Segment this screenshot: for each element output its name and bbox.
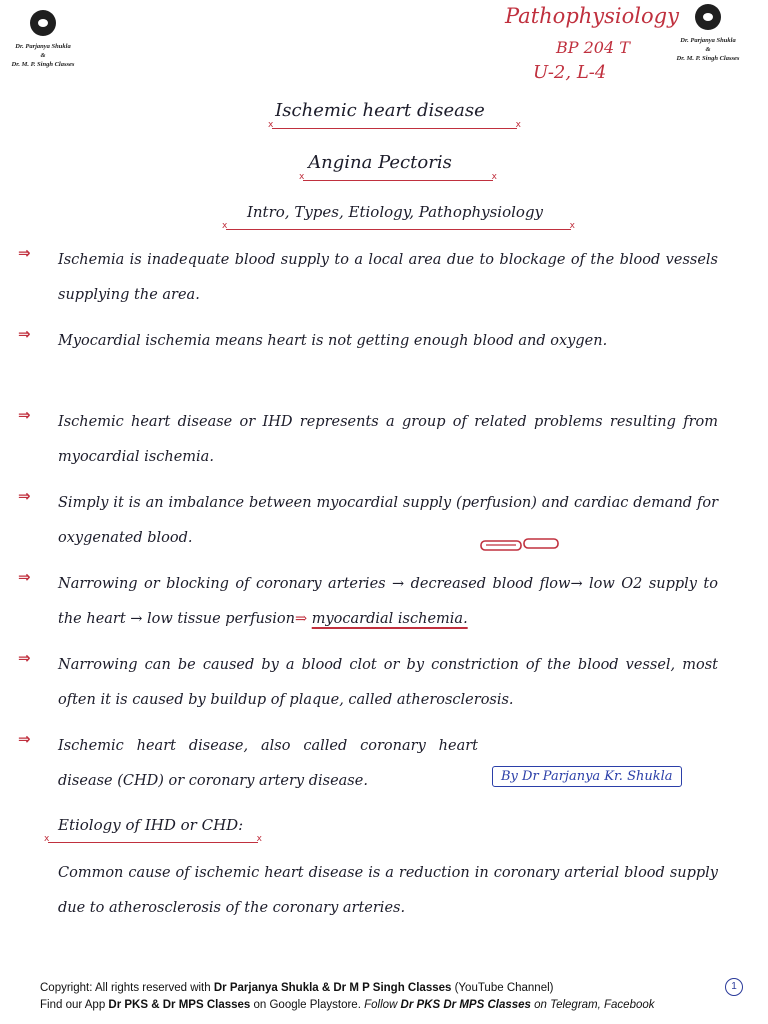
double-arrow-icon: ⇒ (18, 487, 31, 505)
page-subtitle: Angina Pectoris (308, 152, 452, 173)
copyright-footer (40, 980, 730, 1014)
section-paragraph: Common cause of ischemic heart disease is a reduction in coronary arterial blood supply due to atherosclerosis of the coronary arteries. (58, 865, 718, 916)
point-text: Ischemia is inadequate blood supply to a local area due to blockage of the blood vessels supplying the area. (58, 252, 718, 303)
point-text: Ischemic heart disease or IHD represents a group of related problems resulting from myocardial ischemia. (58, 414, 718, 465)
red-stamp-doodle-icon (480, 538, 562, 552)
subtitle-underline (303, 180, 493, 181)
brand-logo-left (2, 10, 84, 69)
list-item (18, 729, 718, 799)
unit-lecture: U-2, L-4 (533, 62, 607, 83)
logo-line3: Dr. M. P. Singh Classes (676, 55, 740, 62)
logo-line1: Dr. Parjanya Shukla (680, 37, 736, 44)
list-item (18, 324, 718, 359)
logo-line2: & (40, 52, 46, 59)
topics-line: Intro, Types, Etiology, Pathophysiology (246, 203, 544, 221)
footer-text-bold: Dr Parjanya Shukla & Dr M P Singh Classes (213, 982, 452, 994)
footer-text-italic: Follow (364, 999, 401, 1011)
double-arrow-icon: ⇒ (18, 325, 31, 343)
footer-text-bold-italic: Dr PKS Dr MPS Classes (400, 999, 531, 1011)
list-item (18, 405, 718, 475)
footer-text: Copyright: All rights reserved with (40, 982, 214, 994)
section-heading: Etiology of IHD or CHD: (58, 816, 244, 834)
logo-line3: Dr. M. P. Singh Classes (11, 61, 75, 68)
footer-text: on Google Playstore. (250, 999, 365, 1011)
highlight-text: myocardial ischemia. (311, 611, 468, 627)
heading-underline (48, 842, 258, 843)
logo-emblem-icon (695, 4, 721, 30)
inline-arrow-icon: ⇒ (294, 611, 308, 627)
subject-title: Pathophysiology (505, 4, 679, 28)
logo-line1: Dr. Parjanya Shukla (15, 43, 71, 50)
page-number: 1 (725, 978, 743, 996)
double-arrow-icon: ⇒ (18, 649, 31, 667)
double-arrow-icon: ⇒ (18, 730, 31, 748)
list-item (18, 486, 718, 556)
topics-underline (226, 229, 571, 230)
footer-text: Find our App (40, 999, 109, 1011)
title-underline (272, 128, 517, 129)
double-arrow-icon: ⇒ (18, 406, 31, 424)
list-item (18, 648, 718, 718)
point-text-main: Narrowing or blocking of coronary arteries → decreased blood flow→ low O2 supply to the heart → low tissue perfusion (58, 576, 718, 627)
point-text: Myocardial ischemia means heart is not getting enough blood and oxygen. (58, 333, 608, 349)
footer-text: (YouTube Channel) (451, 982, 554, 994)
double-arrow-icon: ⇒ (18, 568, 31, 586)
course-code: BP 204 T (556, 38, 630, 57)
logo-line2: & (705, 46, 711, 53)
point-text: Narrowing can be caused by a blood clot or by constriction of the blood vessel, most often it is caused by buildup of plaque, called atherosclerosis. (58, 657, 718, 708)
footer-text-italic: on Telegram, Facebook (530, 999, 655, 1011)
author-signature: By Dr Parjanya Kr. Shukla (492, 766, 682, 787)
page-title: Ischemic heart disease (275, 100, 485, 121)
footer-text-bold: Dr PKS & Dr MPS Classes (108, 999, 251, 1011)
point-text: Simply it is an imbalance between myocardial supply (perfusion) and cardiac demand for oxygenated blood. (58, 495, 718, 546)
point-text (58, 567, 718, 637)
list-item (18, 243, 718, 313)
double-arrow-icon: ⇒ (18, 244, 31, 262)
list-item (18, 567, 718, 637)
logo-emblem-icon (30, 10, 56, 36)
point-text: Ischemic heart disease, also called coronary heart disease (CHD) or coronary artery disease. (58, 738, 478, 789)
